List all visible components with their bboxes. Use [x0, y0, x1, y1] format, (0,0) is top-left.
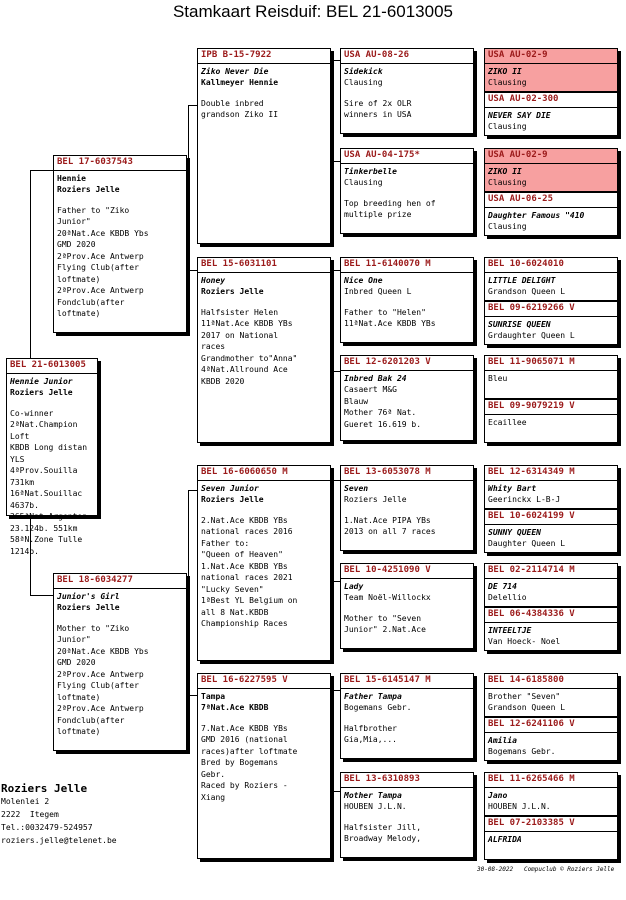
pigeon-name: Amilia — [488, 735, 517, 745]
ring-number: USA AU-04-175* — [341, 149, 473, 164]
ring-number: USA AU-02-9 — [485, 149, 617, 164]
footer-credit: 30-08-2022 Compuclub © Roziers Jelle — [477, 866, 615, 873]
pigeon-name: ZIKO II — [488, 166, 522, 176]
breeder-street: Molenlei 2 — [1, 797, 50, 806]
pigeon-owner: 7ªNat.Ace KBDB — [201, 703, 269, 712]
pigeon-info: Halfsister Jill, Broadway Melody, — [344, 822, 422, 843]
pigeon-owner: Clausing — [488, 178, 527, 187]
pigeon-owner: Clausing — [488, 122, 527, 131]
pigeon-owner: Clausing — [344, 78, 383, 87]
ring-number: BEL 12-6201203 V — [341, 356, 473, 371]
ring-number: BEL 12-6314349 M — [485, 466, 617, 481]
pigeon-name: Honey — [201, 275, 226, 285]
ring-number: BEL 02-2114714 M — [485, 564, 617, 579]
pigeon-ss-card — [197, 48, 331, 244]
pigeon-g3-card — [340, 563, 474, 649]
pigeon-g3-card — [340, 772, 474, 858]
pigeon-g4-card — [484, 192, 618, 236]
pigeon-name: Whity Bart — [488, 483, 537, 493]
pigeon-name: SUNRISE QUEEN — [488, 319, 551, 329]
ring-number: BEL 10-6024010 — [485, 258, 617, 273]
ring-number: BEL 18-6034277 — [54, 574, 186, 589]
pigeon-g4-card — [484, 563, 618, 607]
pigeon-name: Nice One — [344, 275, 383, 285]
pigeon-g4-card — [484, 355, 618, 399]
ring-number: BEL 09-6219266 V — [485, 302, 617, 317]
pigeon-g4-card — [484, 257, 618, 301]
pigeon-owner: Team Noël-Willockx — [344, 593, 431, 602]
ring-number: USA AU-06-25 — [485, 193, 617, 208]
pigeon-name: Father Tampa — [344, 691, 402, 701]
pigeon-g3-card — [340, 355, 474, 441]
pigeon-owner: Roziers Jelle — [57, 603, 120, 612]
pigeon-name: LITTLE DELIGHT — [488, 275, 556, 285]
page-title: Stamkaart Reisduif: BEL 21-6013005 — [172, 2, 454, 21]
pigeon-info: Sire of 2x OLR winners in USA — [344, 98, 412, 119]
ring-number: BEL 12-6241106 V — [485, 718, 617, 733]
pigeon-sd-card — [197, 257, 331, 443]
pigeon-name: ZIKO II — [488, 66, 522, 76]
ring-number: BEL 13-6053078 M — [341, 466, 473, 481]
breeder-info — [1, 782, 117, 847]
pigeon-g3-card — [340, 48, 474, 134]
pigeon-name: Sidekick — [344, 66, 383, 76]
pigeon-owner: Geerinckx L-B-J — [488, 495, 561, 504]
pigeon-info: Blauw Mother 76ª Nat. Gueret 16.619 b. — [344, 396, 422, 429]
ring-number: BEL 10-4251090 V — [341, 564, 473, 579]
pigeon-g4-card — [484, 148, 618, 192]
ring-number: USA AU-02-9 — [485, 49, 617, 64]
pigeon-owner: Inbred Queen L — [344, 287, 412, 296]
ring-number: BEL 17-6037543 — [54, 156, 186, 171]
pigeon-owner: Clausing — [488, 222, 527, 231]
pigeon-sire-card — [53, 155, 187, 333]
pigeon-ds-card — [197, 465, 331, 661]
pigeon-owner: Roziers Jelle — [57, 185, 120, 194]
pigeon-g4-card — [484, 607, 618, 651]
pigeon-info: Halfbrother Gia,Mia,... — [344, 723, 397, 744]
pigeon-g3-card — [340, 257, 474, 343]
pigeon-name: Seven — [344, 483, 369, 493]
pigeon-g3-card — [340, 673, 474, 759]
pigeon-name: Mother Tampa — [344, 790, 402, 800]
pigeon-owner: Casaert M&G — [344, 385, 397, 394]
pigeon-name: Daughter Famous "410 — [488, 210, 585, 220]
pigeon-g4-card — [484, 465, 618, 509]
breeder-city: 2222 Itegem — [1, 810, 59, 819]
pigeon-info: Co-winner 2ªNat.Champion Loft KBDB Long distan YLS 4ªProv.Souilla 731km 16ªNat.Souillac 4637b. 265ªNat.Argenton 23.124b. 551km 58ªN.Zone Tulle 1214b. — [10, 408, 88, 556]
pigeon-info: Double inbred grandson Ziko II — [201, 98, 279, 119]
pigeon-info: Father to "Ziko Junior" 20ªNat.Ace KBDB Ybs GMD 2020 2ªProv.Ace Antwerp Flying Club(after loftmate) 2ªProv.Ace Antwerp Fondclub(after loftmate) — [57, 205, 149, 318]
pigeon-g4-card — [484, 399, 618, 443]
pigeon-owner: Grandson Queen L — [488, 287, 566, 296]
pigeon-name: Hennie Junior — [10, 376, 73, 386]
pigeon-name: Junior's Girl — [57, 591, 120, 601]
pigeon-owner: Roziers Jelle — [10, 388, 73, 397]
ring-number: BEL 15-6031101 — [198, 258, 330, 273]
pigeon-owner: Roziers Jelle — [201, 495, 264, 504]
ring-number: USA AU-08-26 — [341, 49, 473, 64]
pigeon-info: 2.Nat.Ace KBDB YBs national races 2016 Father to: "Queen of Heaven" 1.Nat.Ace KBDB YBs national races 2021 "Lucky Seven" 1ªBest YL Belgium on all 8 Nat.KBDB Championship Races — [201, 515, 298, 628]
pigeon-owner: HOUBEN J.L.N. — [488, 802, 551, 811]
pigeon-info: 7.Nat.Ace KBDB YBs GMD 2016 (national races)after loftmate Bred by Bogemans Gebr. Raced by Roziers - Xiang — [201, 723, 298, 802]
ring-number: BEL 16-6060650 M — [198, 466, 330, 481]
pigeon-name: NEVER SAY DIE — [488, 110, 551, 120]
ring-number: BEL 16-6227595 V — [198, 674, 330, 689]
pigeon-name: Inbred Bak 24 — [344, 373, 407, 383]
pigeon-g4-card — [484, 816, 618, 860]
ring-number: BEL 14-6185800 — [485, 674, 617, 689]
pigeon-name: INTEELTJE — [488, 625, 532, 635]
pigeon-main-card — [6, 358, 98, 556]
pigeon-name: Lady — [344, 581, 364, 591]
ring-number: BEL 15-6145147 M — [341, 674, 473, 689]
pigeon-info: Mother to "Ziko Junior" 20ªNat.Ace KBDB Ybs GMD 2020 2ªProv.Ace Antwerp Flying Club(after loftmate) 2ªProv.Ace Antwerp Fondclub(after loftmate) — [57, 623, 149, 736]
pigeon-info: Top breeding hen of multiple prize — [344, 198, 436, 219]
pigeon-g4-card — [484, 48, 618, 92]
pigeon-g4-card — [484, 673, 618, 717]
pigeon-owner: Grdaughter Queen L — [488, 331, 575, 340]
pigeon-owner: Kallmeyer Hennie — [201, 78, 279, 87]
pigeon-name: ALFRIDA — [488, 834, 522, 844]
pigeon-name: Ziko Never Die — [201, 66, 269, 76]
pigeon-name: SUNNY QUEEN — [488, 527, 541, 537]
ring-number: BEL 21-6013005 — [7, 359, 97, 374]
ring-number: BEL 09-9079219 V — [485, 400, 617, 415]
pigeon-g4-card — [484, 92, 618, 136]
pigeon-g4-card — [484, 717, 618, 761]
ring-number: BEL 11-6140070 M — [341, 258, 473, 273]
breeder-name: Roziers Jelle — [1, 782, 88, 795]
pigeon-owner: Roziers Jelle — [201, 287, 264, 296]
pigeon-name: Tampa — [201, 691, 226, 701]
breeder-email: roziers.jelle@telenet.be — [1, 836, 117, 845]
ring-number: BEL 07-2103385 V — [485, 817, 617, 832]
pigeon-owner: Clausing — [488, 78, 527, 87]
pigeon-owner: Roziers Jelle — [344, 495, 407, 504]
pigeon-name: DE 714 — [488, 581, 517, 591]
pigeon-info: Mother to "Seven Junior" 2.Nat.Ace — [344, 613, 426, 634]
pigeon-info: Halfsister Helen 11ªNat.Ace KBDB YBs 2017 on National races Grandmother to"Anna" 4ªNat.Allround Ace KBDB 2020 — [201, 307, 298, 386]
pigeon-owner: Bleu — [488, 373, 508, 383]
pigeon-owner: Clausing — [344, 178, 383, 187]
pigeon-name: Hennie — [57, 173, 86, 183]
pigeon-name: Seven Junior — [201, 483, 259, 493]
breeder-phone: Tel.:0032479-524957 — [1, 823, 93, 832]
ring-number: BEL 11-6265466 M — [485, 773, 617, 788]
pigeon-owner: Bogemans Gebr. — [344, 703, 412, 712]
pigeon-g4-card — [484, 509, 618, 553]
ring-number: BEL 06-4384336 V — [485, 608, 617, 623]
pigeon-owner: Ecaillee — [488, 417, 527, 427]
pigeon-dd-card — [197, 673, 331, 859]
pigeon-info: 1.Nat.Ace PIPA YBs 2013 on all 7 races — [344, 515, 436, 536]
ring-number: BEL 13-6310893 — [341, 773, 473, 788]
pigeon-owner: Daughter Queen L — [488, 539, 566, 548]
pigeon-g3-card — [340, 465, 474, 551]
pigeon-g4-card — [484, 772, 618, 816]
pigeon-g4-card — [484, 301, 618, 345]
pigeon-owner: Brother "Seven" Grandson Queen L — [488, 691, 566, 712]
pigeon-name: Tinkerbelle — [344, 166, 397, 176]
ring-number: BEL 10-6024199 V — [485, 510, 617, 525]
pigeon-owner: Bogemans Gebr. — [488, 747, 556, 756]
pigeon-owner: HOUBEN J.L.N. — [344, 802, 407, 811]
pigeon-g3-card — [340, 148, 474, 234]
pigeon-dam-card — [53, 573, 187, 751]
ring-number: IPB B-15-7922 — [198, 49, 330, 64]
ring-number: USA AU-02-300 — [485, 93, 617, 108]
pigeon-info: Father to "Helen" 11ªNat.Ace KBDB YBs — [344, 307, 436, 328]
ring-number: BEL 11-9065071 M — [485, 356, 617, 371]
pigeon-name: Jano — [488, 790, 508, 800]
pigeon-owner: Delellio — [488, 593, 527, 602]
pigeon-owner: Van Hoeck- Noel — [488, 637, 561, 646]
